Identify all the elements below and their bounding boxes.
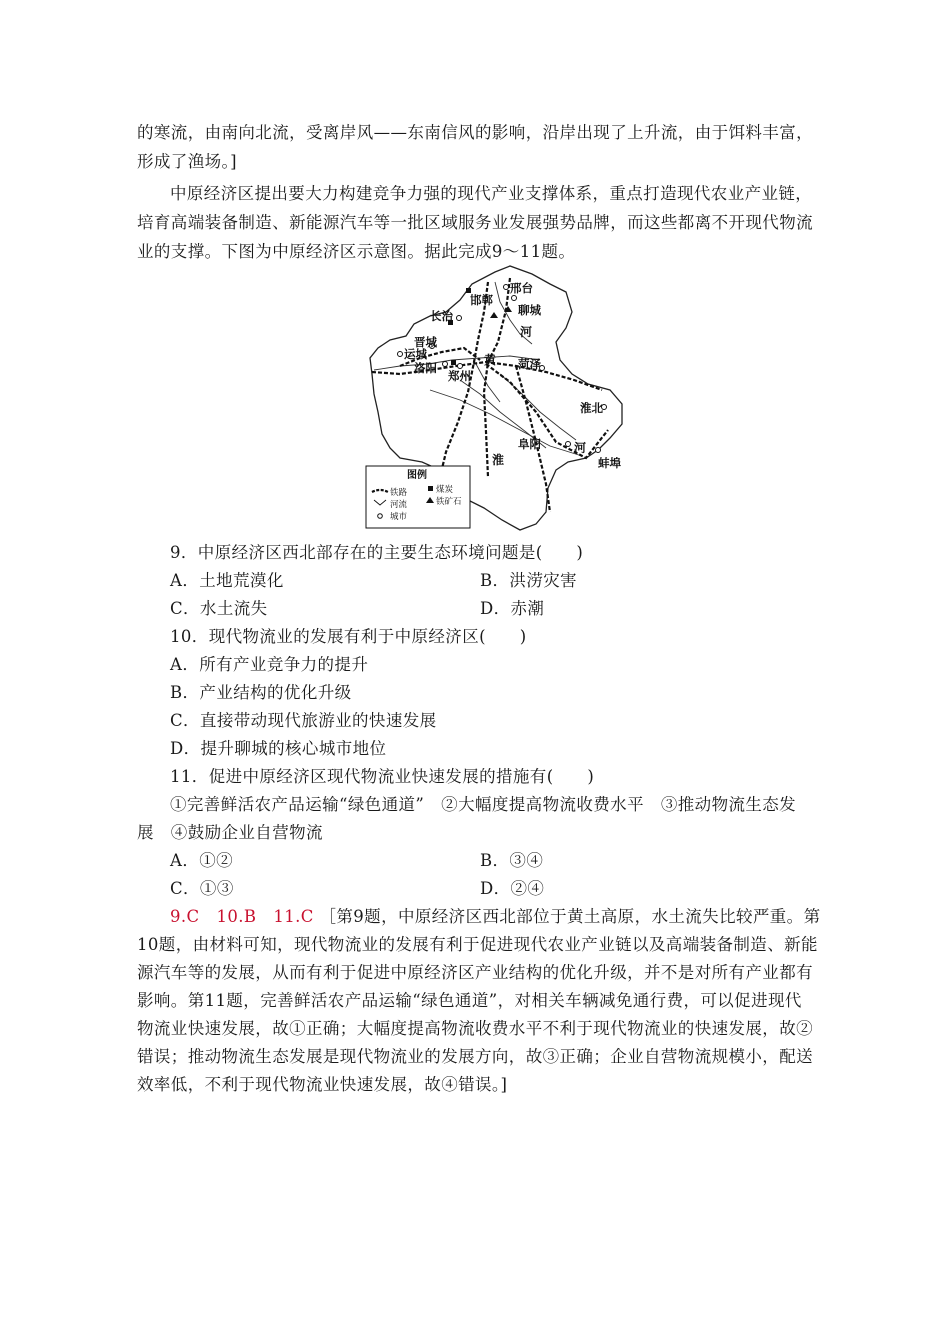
city-label-zhengzhou: 郑州 xyxy=(448,369,471,383)
q9-stem: 9．中原经济区西北部存在的主要生态环境问题是( ) xyxy=(170,543,584,562)
q11-option-c: C．①③ xyxy=(170,879,234,898)
answer-line-7: 效率低，不利于现代物流业快速发展，故④错误。] xyxy=(137,1075,508,1094)
q9-option-d: D．赤潮 xyxy=(480,599,545,618)
legend-title: 图例 xyxy=(407,470,427,481)
legend-coal: 煤炭 xyxy=(436,485,454,495)
prev-answer-line-2: 形成了渔场。] xyxy=(137,152,237,171)
answer-line-2: 10题，由材料可知，现代物流业的发展有利于促进现代农业产业链以及高端装备制造、新能 xyxy=(137,935,818,954)
intro-line-2: 培育高端装备制造、新能源汽车等一批区域服务业发展强势品牌，而这些都离不开现代物流 xyxy=(137,213,813,232)
city-label-luoyang: 洛阳 xyxy=(414,361,437,375)
intro-line-1: 中原经济区提出要大力构建竞争力强的现代产业支撑体系，重点打造现代农业产业链， xyxy=(170,184,813,203)
answer-line-6: 错误；推动物流生态发展是现代物流业的发展方向，故③正确；企业自营物流规模小，配送 xyxy=(137,1047,813,1066)
q11-items-line-2: 展 ④鼓励企业自营物流 xyxy=(137,823,323,842)
river-label-he-south: 河 xyxy=(574,441,587,455)
q10-option-b: B．产业结构的优化升级 xyxy=(170,683,352,702)
city-label-fuyang: 阜阳 xyxy=(518,437,541,451)
legend-railway: 铁路 xyxy=(390,488,408,498)
prev-answer-line-1: 的寒流，由南向北流，受离岸风——东南信风的影响，沿岸出现了上升流，由于饵料丰富， xyxy=(137,123,813,142)
answer-keys: 9.C 10.B 11.C xyxy=(170,907,314,926)
city-label-bengbu: 蚌埠 xyxy=(598,456,621,470)
q10-option-c: C．直接带动现代旅游业的快速发展 xyxy=(170,711,437,730)
q11-option-a: A．①② xyxy=(170,851,234,870)
central-plains-map xyxy=(360,262,630,532)
city-label-handan: 邯郸 xyxy=(470,293,493,307)
river-label-he-north: 河 xyxy=(520,325,533,339)
q10-option-d: D．提升聊城的核心城市地位 xyxy=(170,739,387,758)
answer-explanation-start: ［第9题，中原经济区西北部位于黄土高原，水土流失比较严重。第 xyxy=(319,907,821,926)
city-label-yuncheng: 运城 xyxy=(404,347,427,361)
map-legend xyxy=(366,466,470,528)
q9-option-c: C．水土流失 xyxy=(170,599,268,618)
q11-items-line-1: ①完善鲜活农产品运输“绿色通道” ②大幅度提高物流收费水平 ③推动物流生态发 xyxy=(170,795,797,814)
q10-option-a: A．所有产业竞争力的提升 xyxy=(170,655,369,674)
city-label-huaibei: 淮北 xyxy=(580,401,603,415)
river-label-huang: 黄 xyxy=(484,353,497,367)
city-label-jincheng: 晋城 xyxy=(414,335,437,349)
city-label-xingtai: 邢台 xyxy=(510,281,533,295)
answer-line-1 xyxy=(170,903,820,927)
q9-option-a: A．土地荒漠化 xyxy=(170,571,284,590)
q11-stem: 11．促进中原经济区现代物流业快速发展的措施有( ) xyxy=(170,767,595,786)
city-label-heze: 菏泽 xyxy=(518,357,541,371)
city-label-changzhi: 长治 xyxy=(430,309,453,323)
q11-option-d: D．②④ xyxy=(480,879,545,898)
legend-river: 河流 xyxy=(390,500,408,510)
answer-line-5: 物流业快速发展，故①正确；大幅度提高物流收费水平不利于现代物流业的快速发展，故② xyxy=(137,1019,813,1038)
intro-line-3: 业的支撑。下图为中原经济区示意图。据此完成9～11题。 xyxy=(137,242,576,261)
legend-iron: 铁矿石 xyxy=(436,497,462,507)
city-label-liaocheng: 聊城 xyxy=(518,303,541,317)
q10-stem: 10．现代物流业的发展有利于中原经济区( ) xyxy=(170,627,527,646)
answer-line-4: 影响。第11题，完善鲜活农产品运输“绿色通道”，对相关车辆减免通行费，可以促进现代 xyxy=(137,991,802,1010)
river-label-huai: 淮 xyxy=(492,453,505,467)
q9-option-b: B．洪涝灾害 xyxy=(480,571,578,590)
rivers xyxy=(374,282,582,456)
answer-line-3: 源汽车等的发展，从而有利于促进中原经济区产业结构的优化升级，并不是对所有产业都有 xyxy=(137,963,813,982)
q11-option-b: B．③④ xyxy=(480,851,544,870)
legend-city: 城市 xyxy=(390,512,408,522)
